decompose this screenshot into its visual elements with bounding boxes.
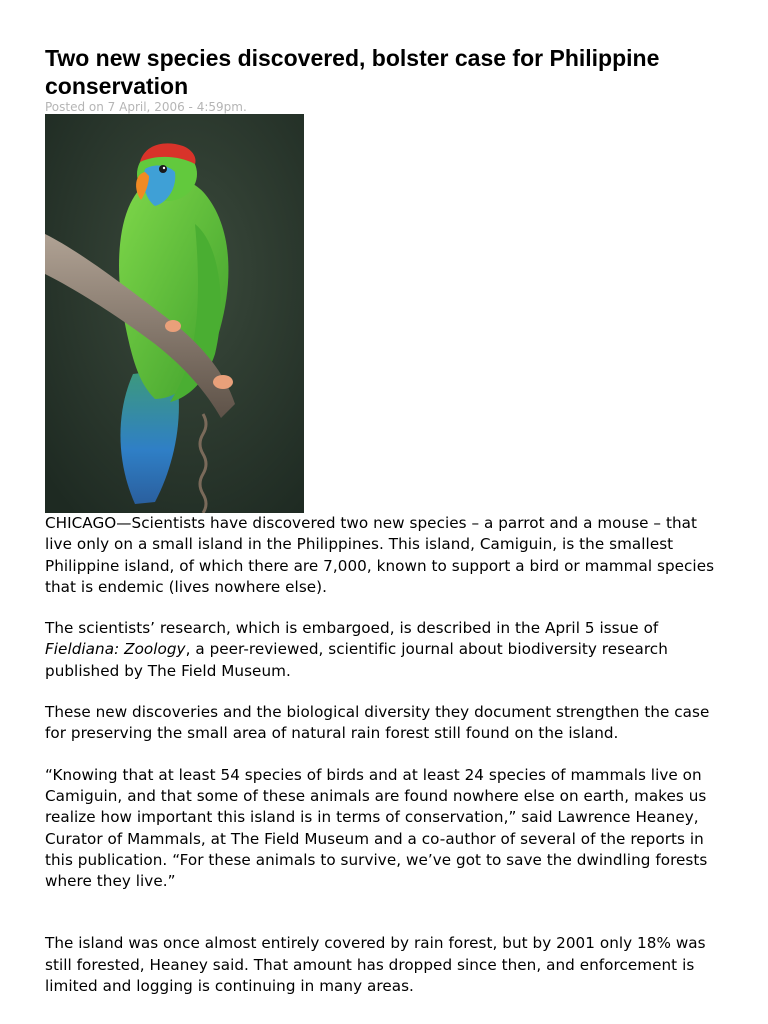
paragraph: CHICAGO—Scientists have discovered two new species – a parrot and a mouse – that live only on a small island in the Philippines. This island, Camiguin, is the smallest Philippine island, of which there are 7,000, known to support a bird or mammal species that is endemic (lives nowhere else). [45,514,715,596]
parrot-photo [45,114,304,513]
paragraph [45,618,725,682]
article [45,44,735,1017]
paragraph: “Knowing that at least 54 species of birds and at least 24 species of mammals live on Camiguin, and that some of these animals are found nowhere else on earth, makes us realize how important this island is in terms of conservation,” said Lawrence Heaney, Curator of Mammals, at The Field Museum and a co-author of several of the reports in this publication. “For these animals to survive, we’ve got to save the dwindling forests where they live.” [45,765,708,891]
post-date: Posted on 7 April, 2006 - 4:59pm. [45,100,247,114]
paragraph: These new discoveries and the biological diversity they document strengthen the case for preserving the small area of natural rain forest still found on the island. [45,703,710,743]
paragraph: The island was once almost entirely covered by rain forest, but by 2001 only 18% was still forested, Heaney said. That amount has dropped since then, and enforcement is limited and logging is continuing in many areas. [45,934,706,996]
paragraph-text: , a peer-reviewed, scientific journal about biodiversity research published by The Field Museum. [45,640,668,680]
journal-name: Fieldiana: Zoology [45,640,186,659]
article-body [45,513,725,997]
paragraph-text: The scientists’ research, which is embargoed, is described in the April 5 issue of [45,619,659,638]
article-title: Two new species discovered, bolster case for Philippine conservation [45,45,660,99]
